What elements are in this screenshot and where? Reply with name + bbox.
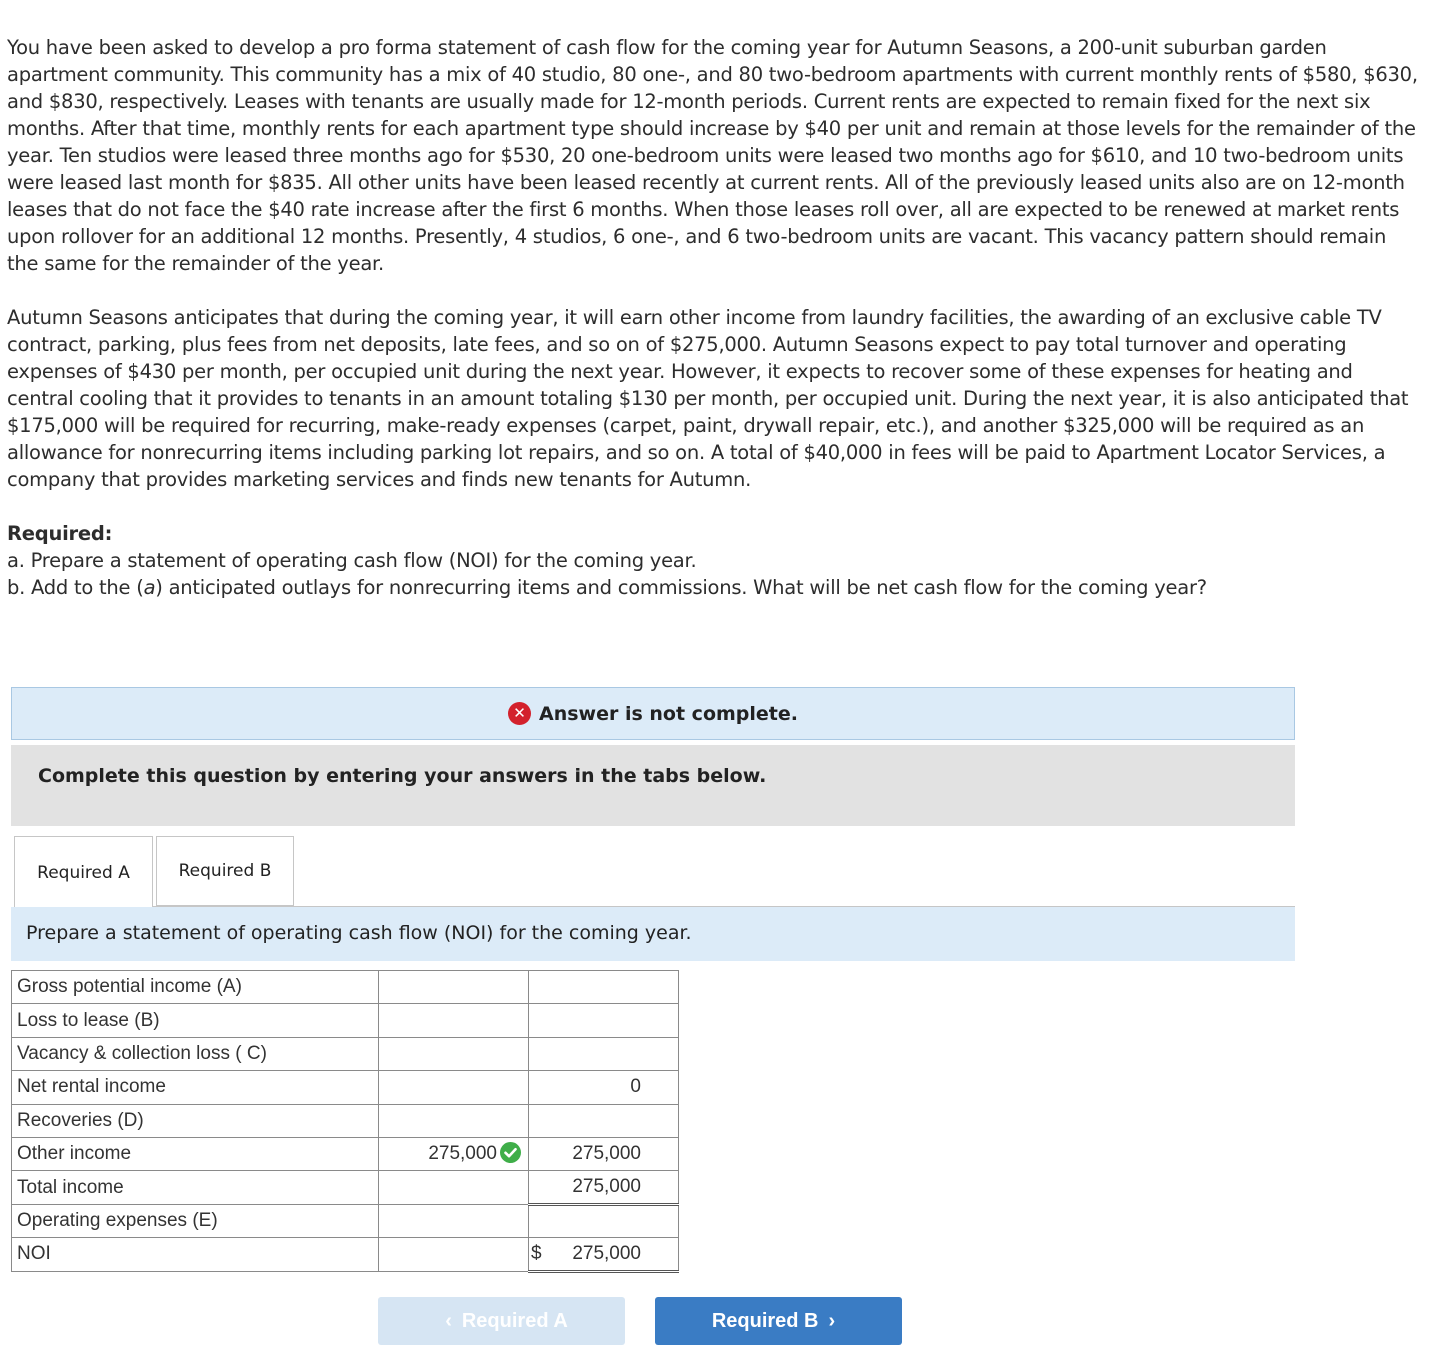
required-b-text bbox=[7, 574, 1422, 601]
amount-input[interactable] bbox=[379, 1171, 529, 1204]
total-input[interactable] bbox=[529, 1004, 679, 1037]
amount-input[interactable] bbox=[379, 1004, 529, 1037]
row-label: NOI bbox=[12, 1238, 379, 1271]
tab-required-a-label: Required A bbox=[37, 862, 130, 883]
row-label: Loss to lease (B) bbox=[12, 1004, 379, 1037]
table-row bbox=[12, 1104, 679, 1137]
amount-input[interactable] bbox=[379, 1238, 529, 1271]
table-row bbox=[12, 1238, 679, 1271]
row-label: Total income bbox=[12, 1171, 379, 1204]
problem-paragraph-2: Autumn Seasons anticipates that during the coming year, it will earn other income from laundry facilities, the awarding of an exclusive cable TV contract, parking, plus fees from net deposits, late fees, and so on of $275,000. Autumn Seasons expect to pay total turnover and operating expenses of $430 per month, per occupied unit during the next year. However, it expects to recover some of these expenses for heating and central cooling that it provides to tenants in an amount totaling $130 per month, per occupied unit. During the next year, it is also anticipated that $175,000 will be required for recurring, make-ready expenses (carpet, paint, drywall repair, etc.), and another $325,000 will be required as an allowance for nonrecurring items including parking lot repairs, and so on. A total of $40,000 in fees will be paid to Apartment Locator Services, a company that provides marketing services and finds new tenants for Autumn. bbox=[7, 306, 1409, 491]
chevron-left-icon: ‹ bbox=[445, 1309, 452, 1332]
amount-input[interactable] bbox=[379, 971, 529, 1004]
other-income-total: 275,000 bbox=[529, 1137, 679, 1170]
other-income-value: 275,000 bbox=[428, 1143, 497, 1165]
required-b-text-post: ) anticipated outlays for nonrecurring items and commissions. What will be net cash flow for the coming year? bbox=[155, 576, 1207, 599]
amount-input[interactable] bbox=[379, 1037, 529, 1070]
required-a-text: a. Prepare a statement of operating cash flow (NOI) for the coming year. bbox=[7, 549, 697, 572]
row-label: Operating expenses (E) bbox=[12, 1204, 379, 1237]
tab-required-a[interactable] bbox=[14, 836, 153, 908]
table-row bbox=[12, 1071, 679, 1104]
problem-statement bbox=[7, 34, 1422, 601]
required-b-text-pre: b. Add to the ( bbox=[7, 576, 144, 599]
currency-symbol: $ bbox=[531, 1243, 542, 1265]
next-tab-button[interactable] bbox=[655, 1297, 902, 1345]
other-income-input[interactable] bbox=[379, 1137, 529, 1170]
tab-panel-header-text: Prepare a statement of operating cash flow (NOI) for the coming year. bbox=[26, 922, 692, 944]
total-income-value: 275,000 bbox=[529, 1171, 679, 1204]
noi-statement-table bbox=[11, 970, 679, 1273]
instructions-box bbox=[11, 745, 1295, 826]
table-row bbox=[12, 971, 679, 1004]
chevron-right-icon: › bbox=[828, 1309, 836, 1332]
net-rental-income-value: 0 bbox=[529, 1071, 679, 1104]
row-label: Other income bbox=[12, 1137, 379, 1170]
problem-paragraph-1: You have been asked to develop a pro forma statement of cash flow for the coming year for Autumn Seasons, a 200-unit suburban garden apartment community. This community has a mix of 40 studio, 80 one-, and 80 two-bedroom apartments with current monthly rents of $580, $630, and $830, respectively. Leases with tenants are usually made for 12-month periods. Current rents are expected to remain fixed for the next six months. After that time, monthly rents for each apartment type should increase by $40 per unit and remain at those levels for the remainder of the year. Ten studios were leased three months ago for $530, 20 one-bedroom units were leased two months ago for $610, and 10 two-bedroom units were leased last month for $835. All other units have been leased recently at current rents. All of the previously leased units also are on 12-month leases that do not face the $40 rate increase after the first 6 months. When those leases roll over, all are expected to be renewed at market rents upon rollover for an additional 12 months. Presently, 4 studios, 6 one-, and 6 two-bedroom units are vacant. This vacancy pattern should remain the same for the remainder of the year. bbox=[7, 36, 1418, 275]
total-input[interactable] bbox=[529, 1104, 679, 1137]
total-input[interactable] bbox=[529, 1037, 679, 1070]
required-heading: Required: bbox=[7, 522, 113, 545]
instructions-text: Complete this question by entering your answers in the tabs below. bbox=[38, 765, 767, 787]
row-label: Gross potential income (A) bbox=[12, 971, 379, 1004]
table-row bbox=[12, 1171, 679, 1204]
tab-required-b-label: Required B bbox=[178, 861, 272, 881]
correct-check-icon bbox=[500, 1142, 521, 1163]
total-input[interactable] bbox=[529, 971, 679, 1004]
table-row bbox=[12, 1004, 679, 1037]
row-label: Net rental income bbox=[12, 1071, 379, 1104]
noi-value: 275,000 bbox=[572, 1242, 641, 1264]
total-input[interactable] bbox=[529, 1204, 679, 1237]
error-x-icon: ✕ bbox=[508, 702, 531, 725]
row-label: Recoveries (D) bbox=[12, 1104, 379, 1137]
answer-status-text: Answer is not complete. bbox=[539, 702, 798, 725]
table-row bbox=[12, 1137, 679, 1170]
prev-tab-button-label: Required A bbox=[461, 1309, 568, 1332]
prev-tab-button[interactable] bbox=[378, 1297, 625, 1345]
required-b-text-italic: a bbox=[143, 576, 156, 599]
answer-status-banner bbox=[11, 687, 1295, 740]
table-row bbox=[12, 1037, 679, 1070]
amount-input[interactable] bbox=[379, 1204, 529, 1237]
amount-input[interactable] bbox=[379, 1104, 529, 1137]
tab-required-b[interactable] bbox=[156, 836, 294, 906]
row-label: Vacancy & collection loss ( C) bbox=[12, 1037, 379, 1070]
tab-panel-header bbox=[11, 907, 1295, 961]
next-tab-button-label: Required B bbox=[711, 1309, 819, 1332]
noi-value-cell bbox=[529, 1238, 679, 1271]
table-row bbox=[12, 1204, 679, 1237]
amount-input[interactable] bbox=[379, 1071, 529, 1104]
